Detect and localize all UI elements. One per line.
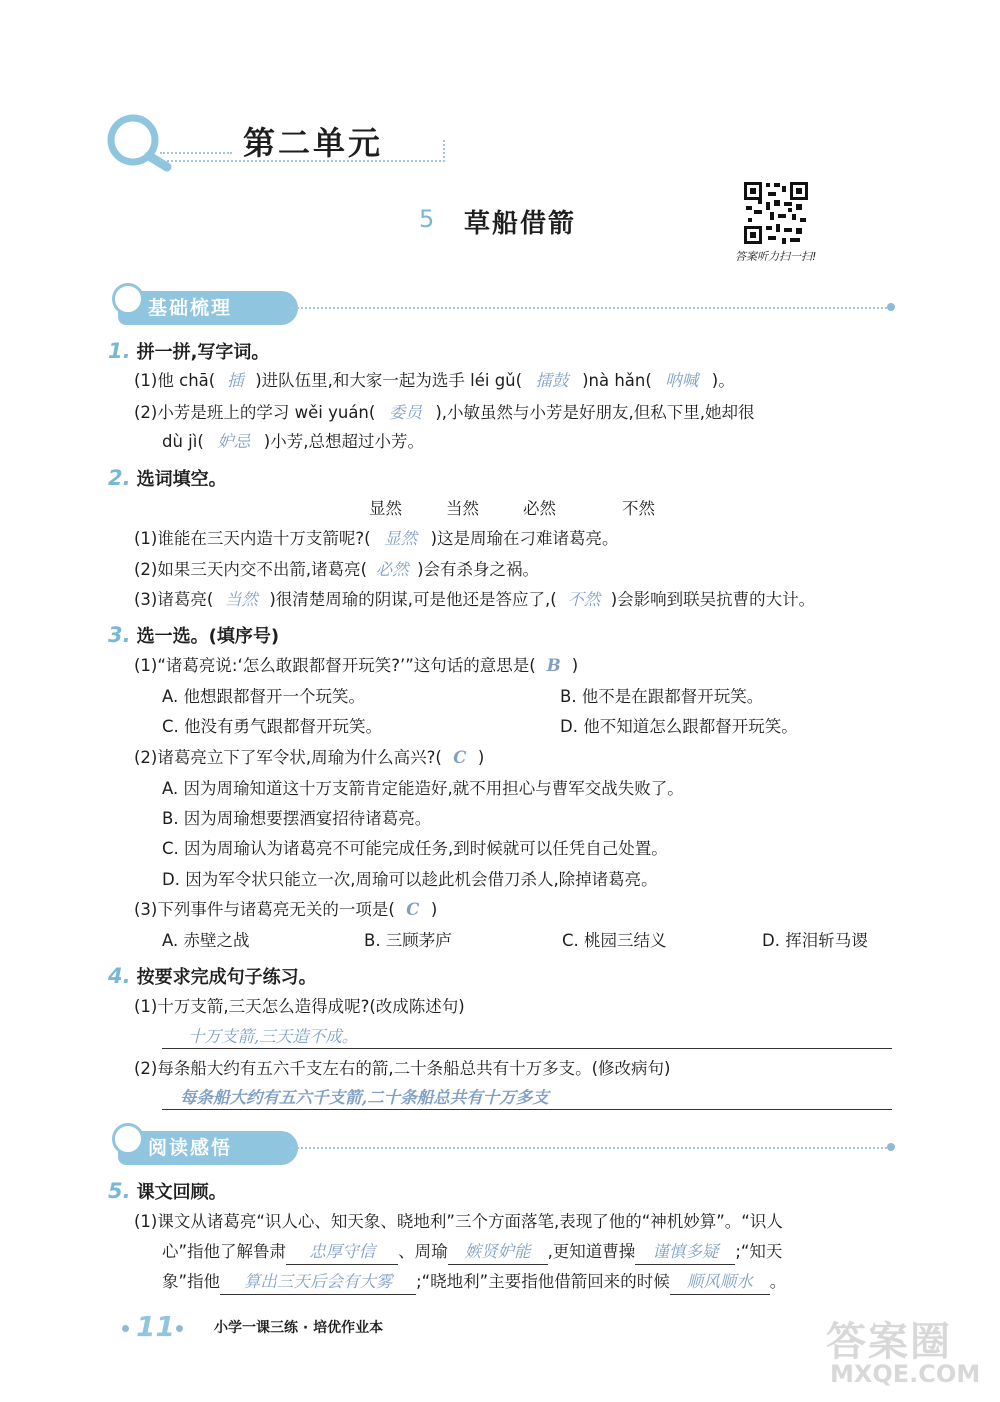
q3-s2-option-d: D. 因为军令状只能立一次,周瑜可以趁此机会借刀杀人,除掉诸葛亮。 xyxy=(162,870,658,889)
q1-title: 拼一拼,写字词。 xyxy=(136,342,270,363)
q3-s1-option-b: B. 他不是在跟都督开玩笑。 xyxy=(560,687,764,706)
q3-s2-option-c: C. 因为周瑜认为诸葛亮不可能完成任务,到时候就可以任凭自己处置。 xyxy=(162,839,668,858)
q3-s3-text-a: (3)下列事件与诸葛亮无关的一项是( xyxy=(134,900,395,919)
footer-dot-left xyxy=(122,1325,129,1332)
section-title-basics: 基础梳理 xyxy=(148,297,233,319)
q2-l3-answer-1: 当然 xyxy=(224,590,258,609)
q4-s2-answer: 每条船大约有五六千支箭,二十条船总共有十万多支 xyxy=(180,1088,549,1107)
q1-l3-text-a: dù jì( xyxy=(162,432,204,451)
qr-caption: 答案听力扫一扫! xyxy=(735,250,817,263)
q5-line-1: (1)课文从诸葛亮“识人心、知天象、晓地利”三个方面落笔,表现了他的“神机妙算”。“识人 xyxy=(134,1212,783,1231)
q3-s3-option-d: D. 挥泪斩马谡 xyxy=(762,931,868,950)
q4-number: 4. xyxy=(108,964,131,988)
footer-dot-right xyxy=(176,1325,183,1332)
q2-title: 选词填空。 xyxy=(136,469,227,490)
q1-l1-answer-2: 擂鼓 xyxy=(535,371,569,390)
q2-word-2: 当然 xyxy=(446,499,479,518)
q3-s1-option-a: A. 他想跟都督开一个玩笑。 xyxy=(162,687,365,706)
q5-l3-answer-2: 顺风顺水 xyxy=(670,1270,770,1295)
q2-line-3 xyxy=(134,588,815,612)
lesson-title: 草船借箭 xyxy=(464,209,577,239)
book-title: 小学一课三练 · 培优作业本 xyxy=(214,1320,384,1336)
section-rule-reading xyxy=(290,1147,890,1149)
q2-l2-text-a: (2)如果三天内交不出箭,诸葛亮( xyxy=(134,560,368,579)
q3-s1-option-d: D. 他不知道怎么跟都督开玩笑。 xyxy=(560,717,798,736)
q1-l3-answer-1: 妒忌 xyxy=(217,432,251,451)
q3-s2-text-a: (2)诸葛亮立下了军令状,周瑜为什么高兴?( xyxy=(134,748,442,767)
q2-l1-text-a: (1)谁能在三天内造十万支箭呢?( xyxy=(134,529,371,548)
q1-l1-answer-1: 插 xyxy=(226,371,244,390)
q3-s1-option-c: C. 他没有勇气跟都督开玩笑。 xyxy=(162,717,383,736)
clock-icon xyxy=(112,1123,144,1155)
q2-number: 2. xyxy=(108,466,131,490)
q3-s3-answer: C xyxy=(406,900,420,919)
q2-l1-answer-1: 显然 xyxy=(384,529,418,548)
q2-word-4: 不然 xyxy=(622,499,655,518)
watermark-url: MXQE.COM xyxy=(830,1360,981,1388)
q3-s1-answer: B xyxy=(546,656,561,675)
q3-s3-option-b: B. 三顾茅庐 xyxy=(364,931,452,950)
q5-heading xyxy=(108,1178,227,1206)
q1-l2-text-a: (2)小芳是班上的学习 wěi yuán( xyxy=(134,403,376,422)
q1-l2-text-b: ),小敏虽然与小芳是好朋友,但私下里,她却很 xyxy=(435,403,755,422)
q3-s2-option-a: A. 因为周瑜知道这十万支箭肯定能造好,就不用担心与曹军交战失败了。 xyxy=(162,779,684,798)
q3-s3-question xyxy=(134,898,437,922)
qr-code[interactable] xyxy=(742,180,810,246)
q3-title: 选一选。(填序号) xyxy=(136,626,280,647)
unit-title-rule-end xyxy=(443,140,447,162)
q3-s2-text-b: ) xyxy=(477,748,485,767)
q3-s1-text-a: (1)“诸葛亮说:‘怎么敢跟都督开玩笑?’”这句话的意思是( xyxy=(134,656,536,675)
q5-title: 课文回顾。 xyxy=(136,1182,227,1203)
q5-l2-text-a: 心”指他了解鲁肃 xyxy=(162,1242,287,1261)
q3-s1-text-b: ) xyxy=(571,656,579,675)
q2-line-1 xyxy=(134,527,619,551)
q5-l3-text-c: 。 xyxy=(769,1272,787,1291)
q3-s2-option-b: B. 因为周瑜想要摆酒宴招待诸葛亮。 xyxy=(162,809,432,828)
watermark-logo: 答案圈 xyxy=(826,1319,952,1365)
q5-l2-text-c: ,更知道曹操 xyxy=(547,1242,636,1261)
q2-word-3: 必然 xyxy=(523,499,556,518)
unit-title-rule xyxy=(160,160,445,162)
q5-l2-text-d: ;“知天 xyxy=(735,1242,783,1261)
section-badge-reading xyxy=(118,1131,298,1165)
q2-l3-answer-2: 不然 xyxy=(567,590,601,609)
q5-l2-text-b: 、周瑜 xyxy=(398,1242,448,1261)
q2-l3-text-b: )很清楚周瑜的阴谋,可是他还是答应了,( xyxy=(269,590,557,609)
q2-l1-text-b: )这是周瑜在刁难诸葛亮。 xyxy=(430,529,619,548)
q5-l2-answer-2: 嫉贤妒能 xyxy=(448,1240,548,1265)
section-rule-end-dot xyxy=(887,1143,895,1151)
q1-l3-text-b: )小芳,总想超过小芳。 xyxy=(263,432,424,451)
q4-s1-answer-line xyxy=(162,1048,892,1049)
q5-line-3 xyxy=(162,1270,786,1295)
q1-l1-text-b: )进队伍里,和大家一起为选手 léi gǔ( xyxy=(255,371,523,390)
q4-s2-question: (2)每条船大约有五六千支左右的箭,二十条船总共有十万多支。(修改病句) xyxy=(134,1059,671,1078)
section-rule-basics xyxy=(290,307,890,309)
q5-l3-text-a: 象”指他 xyxy=(162,1272,221,1291)
unit-title: 第二单元 xyxy=(243,124,384,162)
q5-l2-answer-1: 忠厚守信 xyxy=(286,1240,398,1265)
q1-line-1 xyxy=(134,369,735,393)
q2-line-2 xyxy=(134,558,539,582)
q3-heading xyxy=(108,622,279,650)
q4-s1-answer: 十万支箭,三天造不成。 xyxy=(188,1027,359,1046)
q4-s1-question: (1)十万支箭,三天怎么造得成呢?(改成陈述句) xyxy=(134,997,465,1016)
q2-l3-text-a: (3)诸葛亮( xyxy=(134,590,214,609)
q5-line-2 xyxy=(162,1240,782,1265)
magnifier-icon xyxy=(105,112,180,172)
q3-s1-question xyxy=(134,654,578,678)
q3-s2-question xyxy=(134,746,484,770)
q4-title: 按要求完成句子练习。 xyxy=(136,967,317,988)
q5-l3-text-b: ;“晓地利”主要指他借箭回来的时候 xyxy=(416,1272,670,1291)
section-title-reading: 阅读感悟 xyxy=(148,1137,233,1159)
q1-l1-text-c: )nà hǎn( xyxy=(582,371,652,390)
q1-heading xyxy=(108,338,269,366)
q1-line-2 xyxy=(134,401,755,425)
q2-l2-text-b: )会有杀身之祸。 xyxy=(417,560,539,579)
q2-heading xyxy=(108,465,227,493)
q3-s3-text-b: ) xyxy=(430,900,438,919)
q2-word-1: 显然 xyxy=(369,499,402,518)
clock-icon xyxy=(112,283,144,315)
q1-l1-answer-3: 呐喊 xyxy=(665,371,699,390)
q2-l2-answer-1: 必然 xyxy=(375,560,409,579)
q4-heading xyxy=(108,963,317,991)
q1-l2-answer-1: 委员 xyxy=(388,403,422,422)
q3-s3-option-a: A. 赤壁之战 xyxy=(162,931,250,950)
page-number: 11 xyxy=(136,1310,175,1343)
section-badge-basics xyxy=(118,291,298,325)
q2-l3-text-c: )会影响到联吴抗曹的大计。 xyxy=(610,590,816,609)
lesson-number: 5 xyxy=(419,205,435,233)
q1-number: 1. xyxy=(108,339,131,363)
q1-l1-text-d: )。 xyxy=(711,371,735,390)
q3-s3-option-c: C. 桃园三结义 xyxy=(562,931,667,950)
section-rule-end-dot xyxy=(887,303,895,311)
q4-s2-answer-line xyxy=(162,1109,892,1110)
q3-number: 3. xyxy=(108,623,131,647)
q3-s2-answer: C xyxy=(453,748,467,767)
q1-l1-text-a: (1)他 chā( xyxy=(134,371,216,390)
q1-line-3 xyxy=(162,430,424,454)
q5-l2-answer-3: 谨慎多疑 xyxy=(635,1240,735,1265)
unit-title-rule-left xyxy=(160,152,232,154)
q5-l3-answer-1: 算出三天后会有大雾 xyxy=(220,1270,416,1295)
q5-number: 5. xyxy=(108,1179,131,1203)
